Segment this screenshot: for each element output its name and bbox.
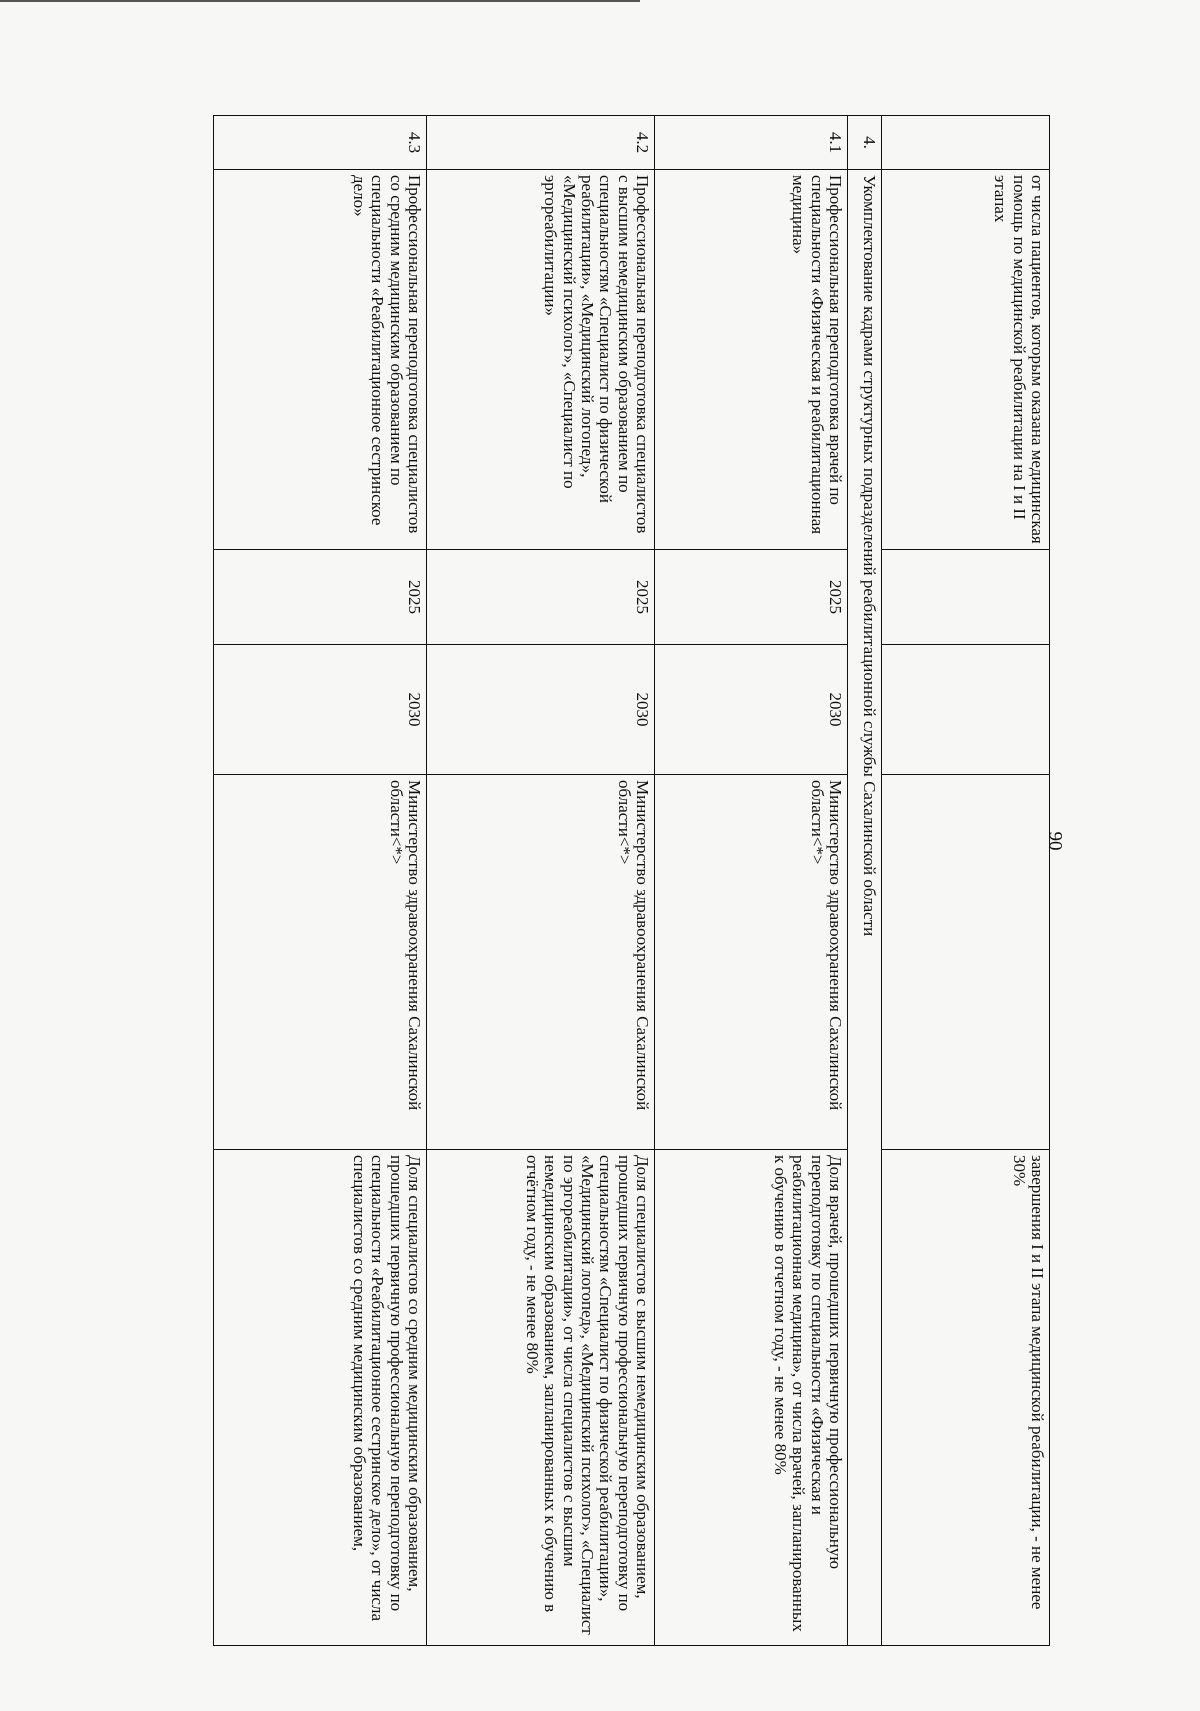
table-row-continued bbox=[882, 116, 1050, 1646]
row-start: 2025 bbox=[655, 550, 848, 645]
plan-table-rotated bbox=[214, 115, 1050, 1645]
row-name: Профессиональная переподготовка врачей по специальности «Физическая и реабилитационная медицина» bbox=[655, 170, 848, 550]
row-number: 4.3 bbox=[214, 116, 427, 170]
section-number: 4. bbox=[848, 116, 882, 170]
cell-start bbox=[882, 550, 1050, 645]
row-name: Профессиональная переподготовка специалистов с высшим немедицинским образованием по специальностям «Специалист по физической реабилитации», «Медицинский логопед», «Медицинский психолог», «Специалист по эргореабилитации» bbox=[427, 170, 655, 550]
row-end: 2030 bbox=[427, 645, 655, 775]
page-number: 90 bbox=[1044, 831, 1066, 851]
cell-indicator: завершения I и II этапа медицинской реабилитации, - не менее 30% bbox=[882, 1150, 1050, 1646]
row-end: 2030 bbox=[214, 645, 427, 775]
plan-table bbox=[213, 115, 1050, 1646]
row-name: Профессиональная переподготовка специалистов со средним медицинским образованием по специальности «Реабилитационное сестринское дело» bbox=[214, 170, 427, 550]
cell-responsible bbox=[882, 775, 1050, 1150]
row-responsible: Министерство здравоохранения Сахалинской области<*> bbox=[214, 775, 427, 1150]
table-row bbox=[655, 116, 848, 1646]
scan-edge-line bbox=[0, 0, 640, 2]
row-indicator: Доля врачей, прошедших первичную профессиональную переподготовку по специальности «Физическая и реабилитационная медицина», от числа врачей, запланированных к обучению в отчетном году, - не менее 80% bbox=[655, 1150, 848, 1646]
row-indicator: Доля специалистов с высшим немедицинским образованием, прошедших первичную профессиональную переподготовку по специальностям «Специалист по физической реабилитации», «Медицинский логопед», «Медицинский психолог», «Специалист по эргореабилитации», от числа специалистов с высшим немедицинским образованием, запланированных к обучению в отчётном году, - не менее 80% bbox=[427, 1150, 655, 1646]
row-number: 4.2 bbox=[427, 116, 655, 170]
row-start: 2025 bbox=[427, 550, 655, 645]
row-number: 4.1 bbox=[655, 116, 848, 170]
row-start: 2025 bbox=[214, 550, 427, 645]
row-indicator: Доля специалистов со средним медицинским образованием, прошедших первичную профессиональную переподготовку по специальности «Реабилитационное сестринское дело», от числа специалистов со средним медицинским образованием, bbox=[214, 1150, 427, 1646]
section-title: Укомплектование кадрами структурных подразделений реабилитационной службы Сахалинской области bbox=[848, 170, 882, 1646]
cell-end bbox=[882, 645, 1050, 775]
row-responsible: Министерство здравоохранения Сахалинской области<*> bbox=[427, 775, 655, 1150]
cell-name: от числа пациентов, которым оказана медицинская помощь по медицинской реабилитации на I и II этапах bbox=[882, 170, 1050, 550]
table-row bbox=[214, 116, 427, 1646]
row-end: 2030 bbox=[655, 645, 848, 775]
table-row bbox=[427, 116, 655, 1646]
row-responsible: Министерство здравоохранения Сахалинской области<*> bbox=[655, 775, 848, 1150]
cell-number bbox=[882, 116, 1050, 170]
section-row bbox=[848, 116, 882, 1646]
